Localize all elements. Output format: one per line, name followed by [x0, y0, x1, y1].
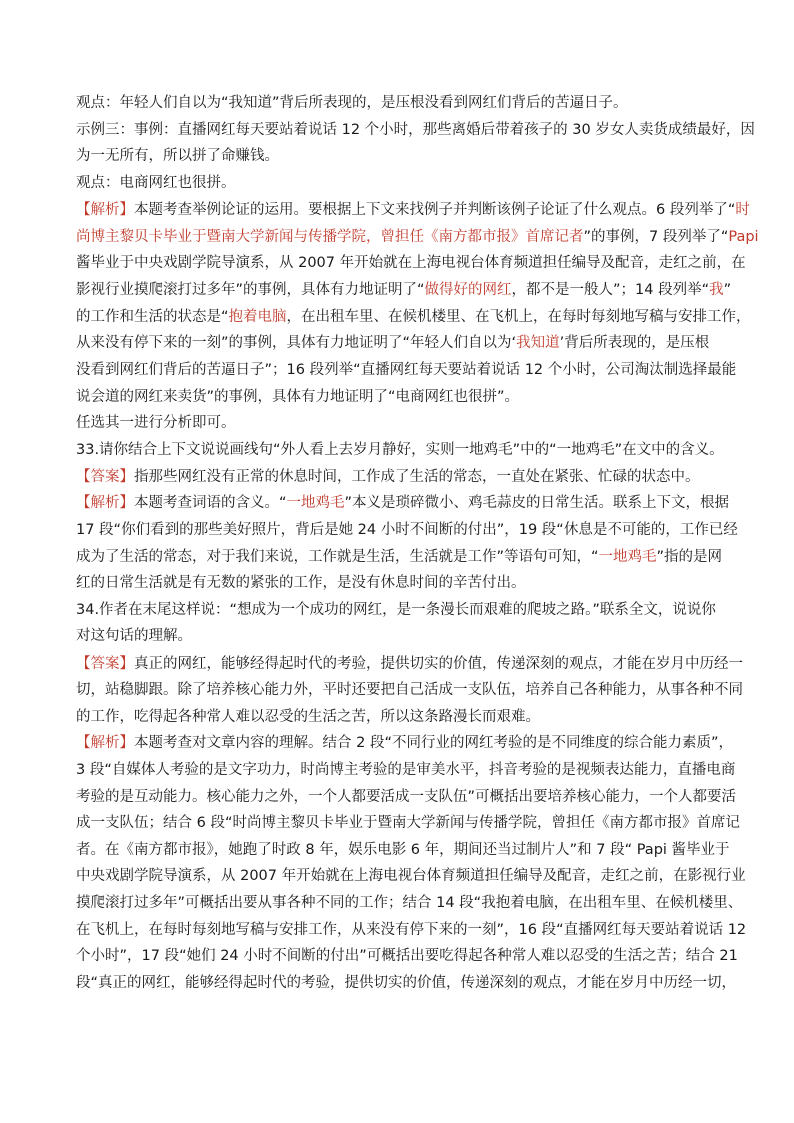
text-segment: 成为了生活的常态，对于我们来说，工作就是生活，生活就是工作”等语句可知，“ — [76, 549, 599, 565]
text-segment: 摸爬滚打过多年”可概括出要从事各种不同的工作；结合 14 段“我抱着电脑，在出租车里、在候机楼里、 — [76, 895, 743, 911]
text-line — [76, 759, 735, 781]
text-line — [76, 172, 236, 194]
text-segment: 考验的是互动能力。核心能力之外，一个人都要活成一支队伍”可概括出要培养核心能力，一个人都要活 — [76, 789, 737, 805]
text-segment: 红的日常生活就是有无数的紧张的工作，是没有休息时间的辛苦付出。 — [76, 575, 526, 591]
text-line — [76, 412, 236, 434]
text-line — [76, 812, 740, 834]
text-line — [76, 839, 730, 861]
text-segment: 在飞机上，在每时每刻地写稿与安排工作，从来没有停下来的一刻”，16 段“直播网红每天要站着说话 12 — [76, 922, 747, 938]
text-segment: 切，站稳脚跟。除了培养核心能力外，平时还要把自己活成一支队伍，培养自己各种能力，从事各种不同 — [76, 682, 743, 698]
quoted-highlight: 一地鸡毛 — [598, 549, 657, 565]
text-segment: 的工作和生活的状态是“ — [76, 309, 229, 325]
text-line — [76, 546, 722, 568]
text-line — [76, 625, 192, 647]
section-tag: 【解析】 — [76, 202, 134, 218]
text-line — [76, 865, 746, 887]
text-line — [76, 332, 709, 354]
text-segment: 任选其一进行分析即可。 — [76, 415, 236, 431]
section-tag: 【答案】 — [76, 656, 134, 672]
text-line — [76, 439, 724, 461]
text-line — [76, 572, 526, 594]
text-line — [76, 252, 746, 274]
text-segment: ” — [723, 282, 732, 298]
text-line — [76, 492, 729, 514]
text-line — [76, 972, 736, 994]
text-segment: ”本义是琐碎微小、鸡毛蒜皮的日常生活。联系上下文，根据 — [344, 495, 730, 511]
text-line — [76, 386, 519, 408]
text-line — [76, 359, 736, 381]
text-segment: 酱毕业于中央戏剧学院导演系，从 2007 年开始就在上海电视台体育频道担任编导及配音，走红之前，在 — [76, 255, 746, 271]
quoted-highlight: 我知道 — [516, 335, 560, 351]
text-segment: 3 段“自媒体人考验的是文字功力，时尚博主考验的是审美水平，抖音考验的是视频表达能力，直播电商 — [76, 762, 736, 778]
text-segment: 观点：电商网红也很拼。 — [76, 175, 236, 191]
text-line — [76, 519, 738, 541]
text-line — [76, 226, 759, 248]
text-line — [76, 92, 628, 114]
quoted-highlight: 做得好的网红 — [424, 282, 512, 298]
quoted-highlight: 尚博主黎贝卡毕业于暨南大学新闻与传播学院，曾担任《南方都市报》首席记者 — [76, 229, 584, 245]
quoted-highlight: 抱着电脑 — [228, 309, 287, 325]
text-segment: ，在出租车里、在候机楼里、在飞机上，在每时每刻地写稿与安排工作， — [286, 309, 751, 325]
text-segment: 17 段“你们看到的那些美好照片，背后是她 24 小时不间断的付出”，19 段“休息是不可能的，工作已经 — [76, 522, 738, 538]
text-line — [76, 466, 700, 488]
text-segment: 指那些网红没有正常的休息时间，工作成了生活的常态，一直处在紧张、忙碌的状态中。 — [134, 469, 700, 485]
text-segment: 影视行业摸爬滚打过多年”的事例，具体有力地证明了“ — [76, 282, 425, 298]
text-line — [76, 145, 279, 167]
text-segment: 本题考查词语的含义。“ — [134, 495, 287, 511]
text-line — [76, 306, 751, 328]
text-segment: 为一无所有，所以拼了命赚钱。 — [76, 148, 279, 164]
text-line — [76, 945, 738, 967]
quoted-highlight: 我 — [709, 282, 724, 298]
text-line — [76, 892, 742, 914]
text-line — [76, 119, 755, 141]
text-segment: 个小时”，17 段“她们 24 小时不间断的付出”可概括出要吃得起各种常人难以忍受的生活之苦；结合 21 — [76, 948, 738, 964]
text-segment: 段“真正的网红，能够经得起时代的考验，提供切实的价值，传递深刻的观点，才能在岁月中历经一切， — [76, 975, 737, 991]
text-line — [76, 679, 743, 701]
text-segment: 本题考查举例论证的运用。要根据上下文来找例子并判断该例子论证了什么观点。6 段列举了“ — [134, 202, 736, 218]
text-segment: ”指的是网 — [656, 549, 723, 565]
text-line — [76, 732, 733, 754]
text-segment: 对这句话的理解。 — [76, 628, 192, 644]
text-segment: 说会道的网红来卖货”的事例，具体有力地证明了“电商网红也很拼”。 — [76, 389, 520, 405]
text-line — [76, 653, 743, 675]
text-line — [76, 786, 736, 808]
text-segment: 真正的网红，能够经得起时代的考验，提供切实的价值，传递深刻的观点，才能在岁月中历经一 — [134, 656, 743, 672]
text-segment: 从来没有停下来的一刻”的事例，具体有力地证明了“年轻人们自以为‘ — [76, 335, 517, 351]
text-segment: 者。在《南方都市报》，她跑了时政 8 年，娱乐电影 6 年，期间还当过制片人”和 7 段“ Papi 酱毕业于 — [76, 842, 730, 858]
text-segment: 中央戏剧学院导演系，从 2007 年开始就在上海电视台体育频道担任编导及配音，走红之前，在影视行业 — [76, 868, 746, 884]
section-tag: 【解析】 — [76, 495, 134, 511]
text-segment: 本题考查对文章内容的理解。结合 2 段“不同行业的网红考验的是不同维度的综合能力素质”， — [134, 735, 733, 751]
quoted-highlight: 时 — [735, 202, 750, 218]
quoted-highlight: Papi — [728, 229, 759, 245]
text-segment: ”的事例，7 段列举了“ — [583, 229, 729, 245]
text-line — [76, 599, 716, 621]
text-segment: 观点：年轻人们自以为“我知道”背后所表现的，是压根没看到网红们背后的苦逼日子。 — [76, 95, 628, 111]
text-line — [76, 919, 746, 941]
quoted-highlight: 一地鸡毛 — [286, 495, 345, 511]
text-segment: 成一支队伍；结合 6 段“时尚博主黎贝卡毕业于暨南大学新闻与传播学院，曾担任《南方都市报》首席记 — [76, 815, 740, 831]
text-segment: 34.作者在末尾这样说：“想成为一个成功的网红，是一条漫长而艰难的爬坡之路。”联系全文，说说你 — [76, 602, 716, 618]
text-line — [76, 199, 750, 221]
text-segment: ’背后所表现的，是压根 — [559, 335, 710, 351]
text-segment: 没看到网红们背后的苦逼日子”；16 段列举“直播网红每天要站着说话 12 个小时，公司淘汰制选择最能 — [76, 362, 737, 378]
text-line — [76, 279, 731, 301]
text-segment: 示例三：事例：直播网红每天要站着说话 12 个小时，那些离婚后带着孩子的 30 岁女人卖货成绩最好，因 — [76, 122, 755, 138]
text-segment: 的工作，吃得起各种常人难以忍受的生活之苦，所以这条路漫长而艰难。 — [76, 709, 540, 725]
text-segment: 33.请你结合上下文说说画线句“外人看上去岁月静好，实则一地鸡毛”中的“一地鸡毛”在文中的含义。 — [76, 442, 724, 458]
text-segment: ，都不是一般人”；14 段列举“ — [511, 282, 710, 298]
section-tag: 【答案】 — [76, 469, 134, 485]
section-tag: 【解析】 — [76, 735, 134, 751]
text-line — [76, 706, 540, 728]
